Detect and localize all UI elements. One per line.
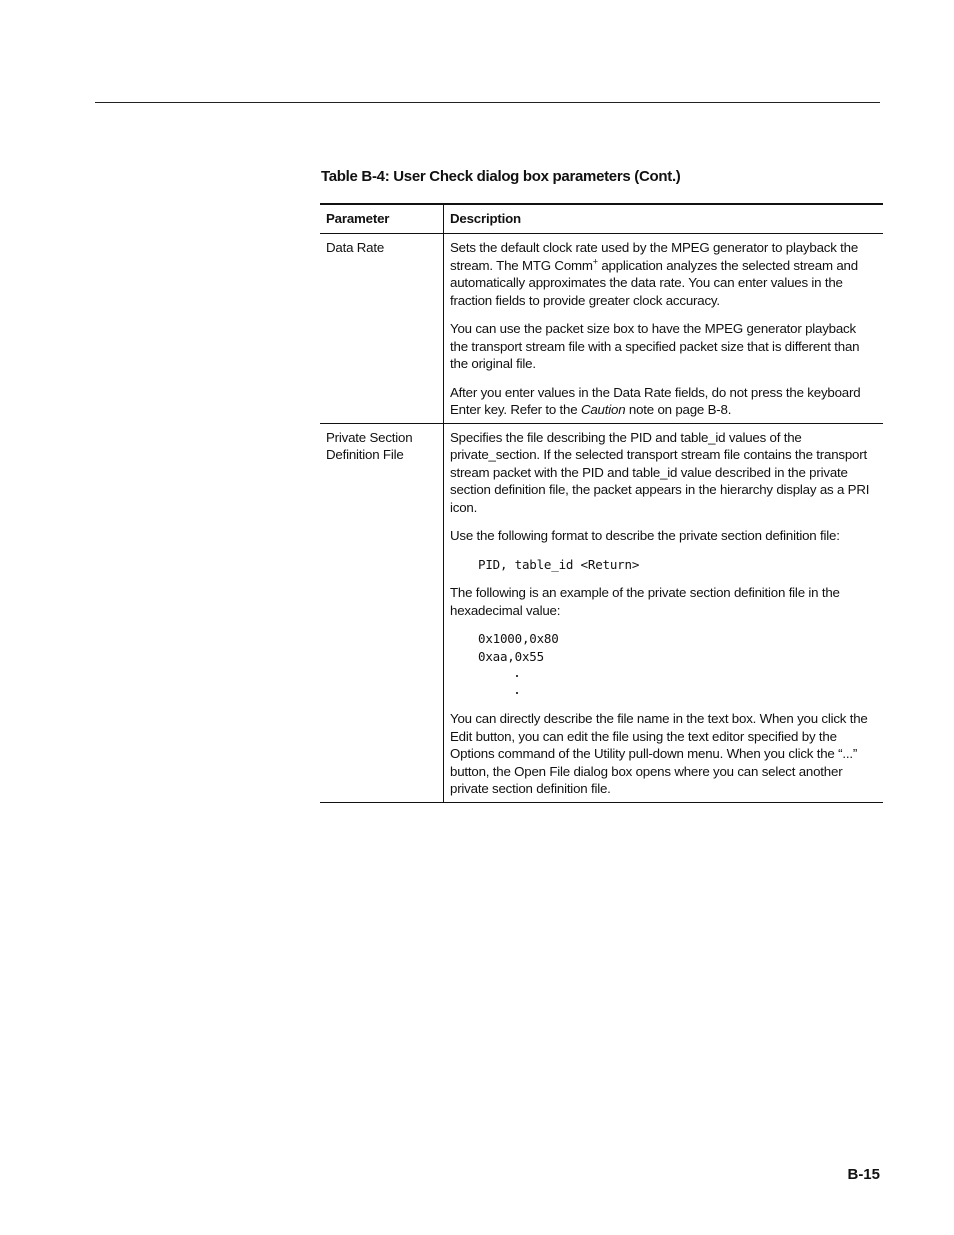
table-row [320, 234, 883, 424]
description-paragraph: Specifies the file describing the PID and table_id values of the private_section. If the selected transport stream file contains the transport stream packet with the PID and table_id value described in the private section definition file, the packet appears in the hierarchy display as a PRI icon. [450, 429, 870, 515]
description-paragraph: After you enter values in the Data Rate fields, do not press the keyboard Enter key. Refer to the Caution note on page B-8. [450, 384, 861, 417]
example-code-line: 0x1000,0x80 [478, 631, 559, 646]
description-paragraph: Sets the default clock rate used by the MPEG generator to playback the stream. The MTG Comm+ application analyzes the selected stream and automatically approximates the data rate. You can enter values in the fraction fields to provide greater clock accuracy. [450, 240, 859, 308]
table-header-row [320, 204, 883, 234]
table-caption: Table B-4: User Check dialog box parameters (Cont.) [321, 168, 681, 185]
page-number: B-15 [847, 1166, 880, 1183]
ellipsis-dot: . [513, 666, 521, 681]
param-name: Private Section Definition File [326, 429, 413, 462]
format-code: PID, table_id <Return> [478, 556, 640, 572]
header-parameter: Parameter [320, 204, 444, 234]
desc-cell-data-rate [444, 234, 884, 424]
desc-cell-private-section [444, 423, 884, 802]
description-paragraph: Use the following format to describe the private section definition file: [450, 528, 840, 543]
description-paragraph: The following is an example of the private section definition file in the hexadecimal value: [450, 585, 840, 618]
description-paragraph: You can use the packet size box to have the MPEG generator playback the transport stream file with a specified packet size that is different than the original file. [450, 321, 860, 371]
param-name: Data Rate [326, 240, 385, 255]
ellipsis-dot: . [513, 683, 521, 698]
caution-reference: Caution [580, 402, 626, 417]
header-description: Description [444, 204, 884, 234]
header-rule [95, 102, 880, 103]
param-cell-data-rate [320, 234, 444, 424]
parameters-table [320, 203, 883, 803]
description-paragraph: You can directly describe the file name in the text box. When you click the Edit button, you can edit the file using the text editor specified by the Options command of the Utility pull-down menu. When you click the “...” button, the Open File dialog box opens where you can select another private section definition file. [450, 711, 868, 796]
example-code-line: 0xaa,0x55 [478, 648, 544, 664]
param-cell-private-section [320, 423, 444, 802]
table-row [320, 423, 883, 802]
